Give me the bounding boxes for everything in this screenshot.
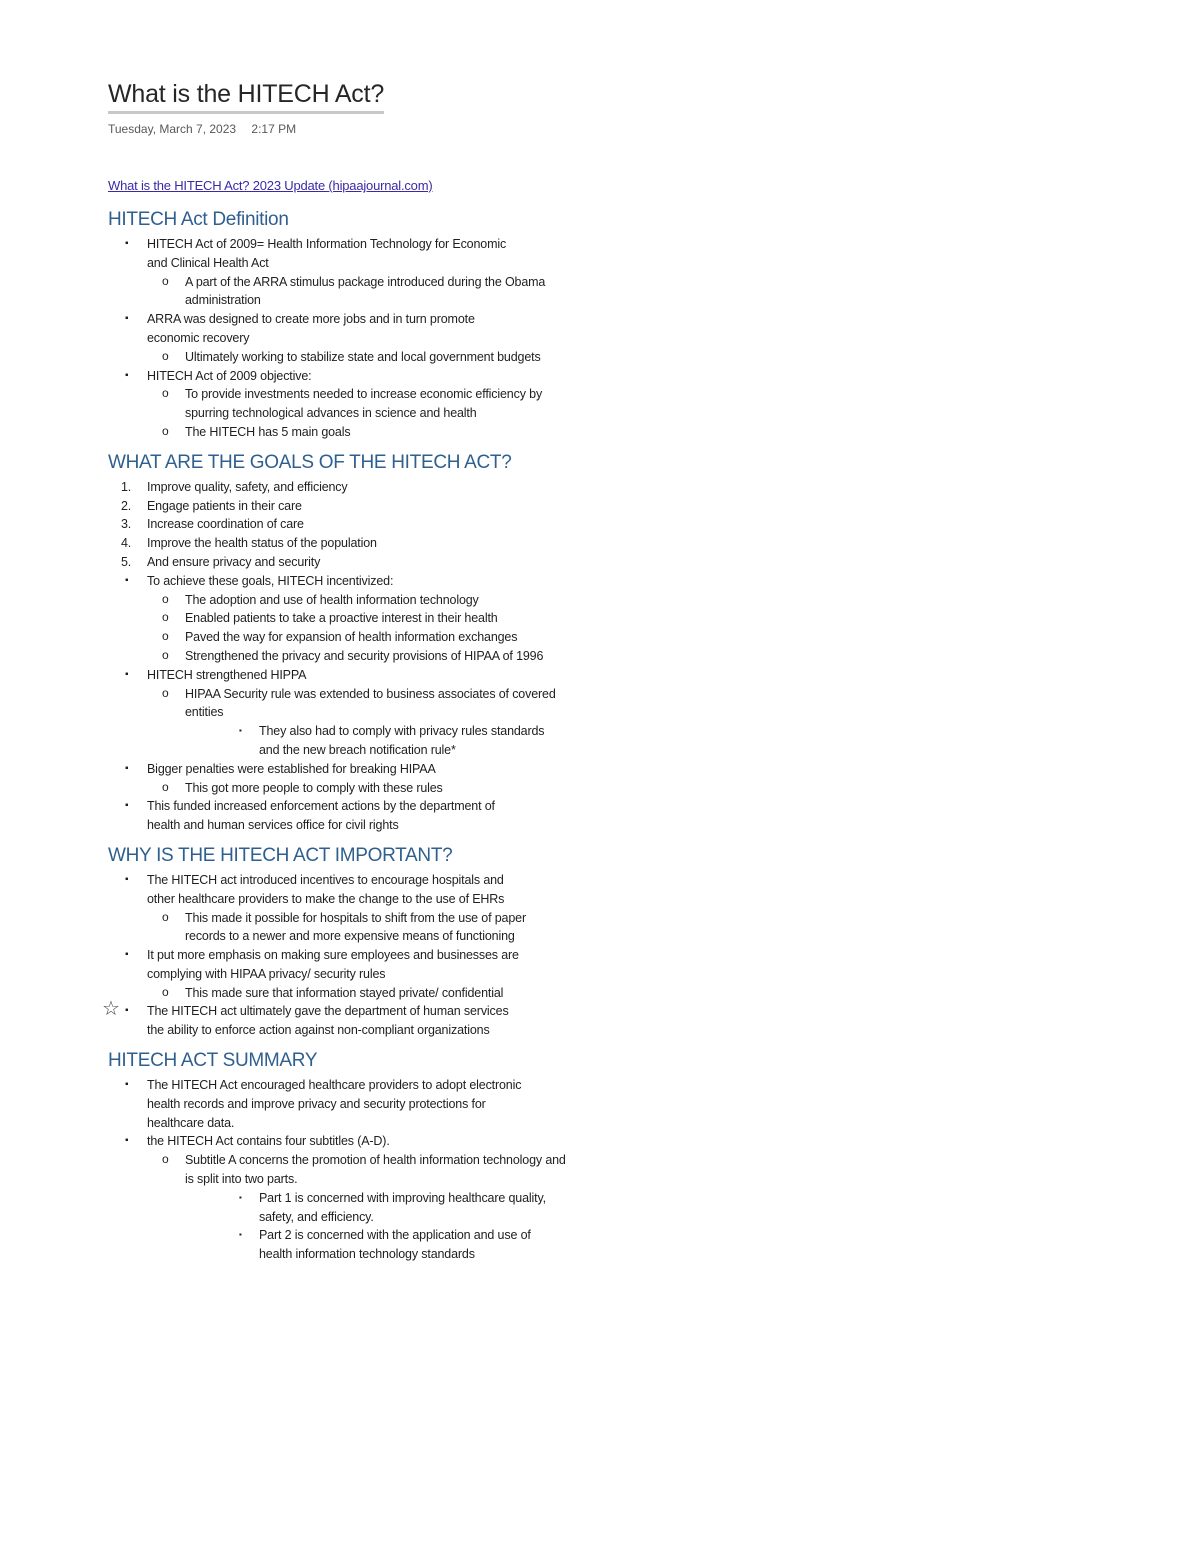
goal-item <box>108 534 528 553</box>
list-item-text: Bigger penalties were established for breaking HIPAA <box>147 761 436 776</box>
list-item <box>108 310 541 366</box>
goals-detail-list <box>108 572 556 835</box>
list-item-text: The HITECH has 5 main goals <box>185 424 351 439</box>
list-item-text: To provide investments needed to increase economic efficiency by spurring technological advances in science and health <box>185 387 543 421</box>
goal-number: 4. <box>121 536 132 551</box>
note-timestamp <box>108 122 1148 136</box>
goal-item <box>108 478 528 497</box>
list-item-text: To achieve these goals, HITECH incentivized: <box>147 573 394 588</box>
source-link[interactable]: What is the HITECH Act? 2023 Update (hipaajournal.com) <box>108 178 433 193</box>
importance-list <box>102 871 528 1040</box>
goal-number: 5. <box>121 554 132 569</box>
list-item-text: HIPAA Security rule was extended to business associates of covered entities <box>185 686 556 720</box>
list-item-text: This funded increased enforcement actions by the department of health and human services office for civil rights <box>147 799 495 833</box>
heading-importance: WHY IS THE HITECH ACT IMPORTANT? <box>108 844 453 866</box>
heading-summary: HITECH ACT SUMMARY <box>108 1050 318 1072</box>
list-item-text: It put more emphasis on making sure employees and businesses are complying with HIPAA privacy/ security rules <box>147 948 519 981</box>
goal-item <box>108 497 528 516</box>
goal-text: Increase coordination of care <box>147 517 304 532</box>
goal-item <box>108 515 528 534</box>
list-item <box>108 367 543 442</box>
list-item-text: The adoption and use of health information technology <box>185 592 479 607</box>
goal-text: And ensure privacy and security <box>147 554 321 569</box>
goal-number: 2. <box>121 498 132 513</box>
list-item <box>108 235 546 310</box>
heading-goals: WHAT ARE THE GOALS OF THE HITECH ACT? <box>108 451 512 473</box>
list-item-text: A part of the ARRA stimulus package introduced during the Obama administration <box>185 274 546 308</box>
note-content <box>102 208 566 1264</box>
list-item-text: Part 2 is concerned with the application and use of health information technology standards <box>259 1228 531 1262</box>
note-page <box>102 80 1148 1264</box>
list-item <box>108 1132 566 1264</box>
list-item <box>147 685 567 760</box>
list-item <box>147 423 567 442</box>
list-item-text: Strengthened the privacy and security provisions of HIPAA of 1996 <box>185 648 544 663</box>
list-item <box>108 946 528 1002</box>
note-time: 2:17 PM <box>251 122 297 136</box>
list-item <box>147 385 567 423</box>
list-item <box>147 591 567 610</box>
list-item <box>102 998 528 1040</box>
star-icon[interactable]: ▪ ☆ <box>102 998 120 1021</box>
list-item <box>223 722 567 760</box>
list-item <box>147 779 567 798</box>
list-item-text: Enabled patients to take a proactive interest in their health <box>185 611 498 626</box>
list-item-text: Paved the way for expansion of health information exchanges <box>185 630 518 645</box>
list-item-text: HITECH Act of 2009 objective: <box>147 368 312 383</box>
goal-number: 1. <box>121 479 132 494</box>
heading-definition: HITECH Act Definition <box>108 209 289 230</box>
list-item-text: the HITECH Act contains four subtitles (A-D). <box>147 1134 390 1149</box>
list-item <box>147 647 567 666</box>
list-item <box>147 628 567 647</box>
note-date: Tuesday, March 7, 2023 <box>108 122 237 136</box>
list-item <box>108 871 528 946</box>
list-item-text: HITECH Act of 2009= Health Information Technology for Economic and Clinical Health Act <box>147 237 507 270</box>
list-item <box>147 609 567 628</box>
goal-text: Engage patients in their care <box>147 498 302 513</box>
list-item <box>147 348 567 367</box>
list-item <box>108 572 544 666</box>
list-item-text: The HITECH act introduced incentives to encourage hospitals and other healthcare providers to make the change to the use of EHRs <box>147 872 505 906</box>
list-item <box>223 1189 567 1227</box>
list-item-text: This made it possible for hospitals to shift from the use of paper records to a newer and more expensive means of functioning <box>185 910 526 944</box>
list-item-text: Part 1 is concerned with improving healthcare quality, safety, and efficiency. <box>259 1190 546 1224</box>
summary-list <box>108 1076 566 1264</box>
list-item <box>147 984 567 1003</box>
page-title: What is the HITECH Act? <box>108 80 384 114</box>
list-item-text: The HITECH Act encouraged healthcare providers to adopt electronic health records and improve privacy and security protections for healthcare data. <box>147 1078 522 1130</box>
list-item-text: Ultimately working to stabilize state and local government budgets <box>185 349 541 364</box>
list-item <box>108 1076 528 1132</box>
list-item-text: This got more people to comply with these rules <box>185 780 443 795</box>
list-item <box>147 909 567 947</box>
list-item <box>147 273 567 311</box>
goal-text: Improve the health status of the population <box>147 536 377 551</box>
definition-list <box>108 235 546 442</box>
list-item <box>108 666 556 760</box>
list-item <box>108 797 528 835</box>
list-item-text: They also had to comply with privacy rules standards and the new breach notification rule* <box>259 724 545 757</box>
list-item-text: Subtitle A concerns the promotion of health information technology and is split into two parts. <box>185 1153 566 1187</box>
goals-list <box>108 478 528 572</box>
list-item-text: HITECH strengthened HIPPA <box>147 667 307 682</box>
list-item <box>223 1226 567 1264</box>
list-item-text: ARRA was designed to create more jobs and in turn promote economic recovery <box>147 312 475 345</box>
list-item <box>147 1151 567 1264</box>
list-item-text: The HITECH act ultimately gave the department of human services the ability to enforce action against non-compliant organizations <box>147 1004 509 1038</box>
goal-number: 3. <box>121 517 132 532</box>
goal-text: Improve quality, safety, and efficiency <box>147 479 348 494</box>
list-item <box>108 760 528 798</box>
goal-item <box>108 553 528 572</box>
list-item-text: This made sure that information stayed private/ confidential <box>185 985 504 1000</box>
